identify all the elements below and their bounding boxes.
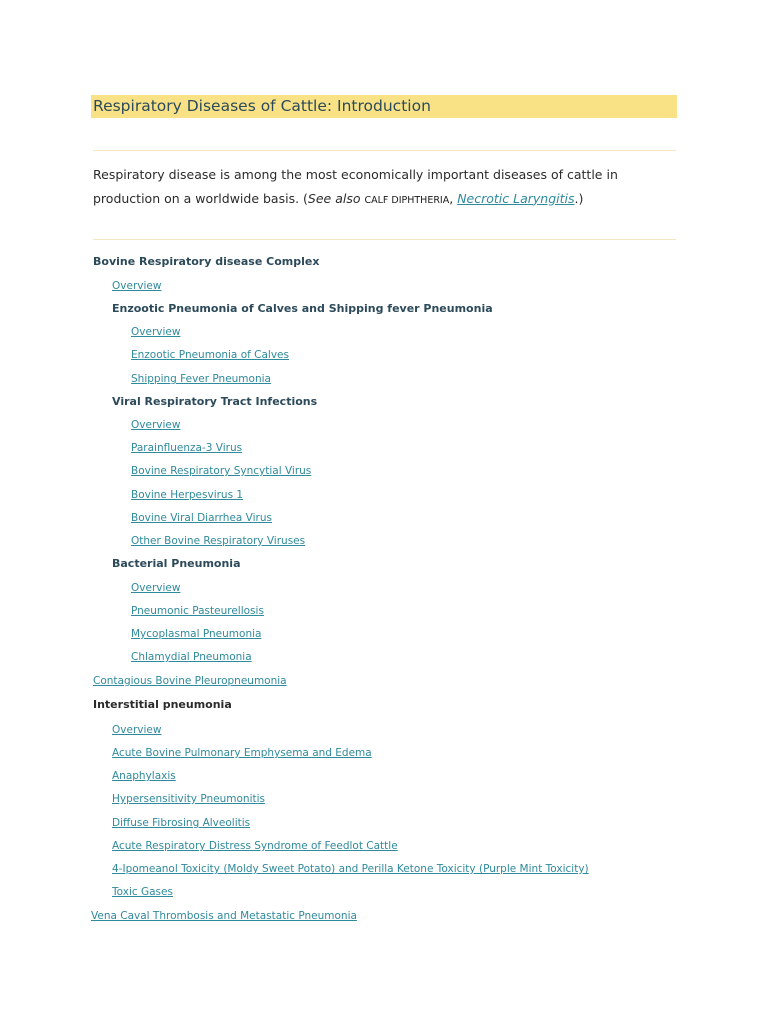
toc-heading-enzootic-shipping: Enzootic Pneumonia of Calves and Shipping fever Pneumonia <box>112 302 493 315</box>
intro-closing: .) <box>574 190 584 206</box>
intro-text: Respiratory disease is among the most economically important diseases of cattle in production on a worldwide basis. ( <box>93 167 618 206</box>
toc-link-pasteurellosis[interactable]: Pneumonic Pasteurellosis <box>131 605 264 617</box>
toc-link-mycoplasmal[interactable]: Mycoplasmal Pneumonia <box>131 628 262 640</box>
toc-link-viral-overview[interactable]: Overview <box>131 419 181 431</box>
toc-link-ards[interactable]: Acute Respiratory Distress Syndrome of Feedlot Cattle <box>112 840 398 852</box>
toc-link-abpee[interactable]: Acute Bovine Pulmonary Emphysema and Edema <box>112 747 372 759</box>
toc-link-brsv[interactable]: Bovine Respiratory Syncytial Virus <box>131 465 312 477</box>
toc-link-interstitial-overview[interactable]: Overview <box>112 724 162 736</box>
necrotic-laryngitis-link[interactable]: Necrotic Laryngitis <box>457 190 575 206</box>
toc-heading-interstitial: Interstitial pneumonia <box>93 698 232 711</box>
see-also-text: See also <box>307 190 361 206</box>
toc-link-hypersensitivity[interactable]: Hypersensitivity Pneumonitis <box>112 793 266 805</box>
toc-link-enzootic-calves[interactable]: Enzootic Pneumonia of Calves <box>131 349 289 361</box>
toc-link-enzootic-overview[interactable]: Overview <box>131 326 181 338</box>
toc-link-brd-overview[interactable]: Overview <box>112 280 162 292</box>
toc-link-bhv1[interactable]: Bovine Herpesvirus 1 <box>131 489 244 501</box>
title-bar <box>91 95 677 118</box>
divider-top <box>93 150 676 151</box>
toc-heading-brd-complex: Bovine Respiratory disease Complex <box>93 255 320 268</box>
toc-link-ipomeanol-perilla[interactable]: 4-Ipomeanol Toxicity (Moldy Sweet Potato) and Perilla Ketone Toxicity (Purple Mint Toxicity) <box>112 863 589 875</box>
toc-link-toxic-gases[interactable]: Toxic Gases <box>112 886 173 898</box>
calf-diphtheria-ref: CALF DIPHTHERIA <box>364 194 450 206</box>
toc-heading-viral: Viral Respiratory Tract Infections <box>112 395 318 408</box>
toc-link-parainfluenza[interactable]: Parainfluenza-3 Virus <box>131 442 243 454</box>
toc-heading-bacterial: Bacterial Pneumonia <box>112 557 241 570</box>
toc-link-bvdv[interactable]: Bovine Viral Diarrhea Virus <box>131 512 272 524</box>
page-title: Respiratory Diseases of Cattle: Introduction <box>93 97 431 115</box>
toc-link-other-viruses[interactable]: Other Bovine Respiratory Viruses <box>131 535 306 547</box>
toc-link-shipping-fever[interactable]: Shipping Fever Pneumonia <box>131 373 271 385</box>
separator: , <box>449 190 458 206</box>
toc-link-chlamydial[interactable]: Chlamydial Pneumonia <box>131 651 252 663</box>
toc-link-vena-caval[interactable]: Vena Caval Thrombosis and Metastatic Pneumonia <box>91 910 357 922</box>
divider-bottom <box>93 239 676 240</box>
toc-link-fibrosing-alveolitis[interactable]: Diffuse Fibrosing Alveolitis <box>112 817 251 829</box>
toc-link-bacterial-overview[interactable]: Overview <box>131 582 181 594</box>
toc-link-anaphylaxis[interactable]: Anaphylaxis <box>112 770 176 782</box>
toc-link-cbpp[interactable]: Contagious Bovine Pleuropneumonia <box>93 675 287 687</box>
intro-paragraph <box>93 163 679 212</box>
